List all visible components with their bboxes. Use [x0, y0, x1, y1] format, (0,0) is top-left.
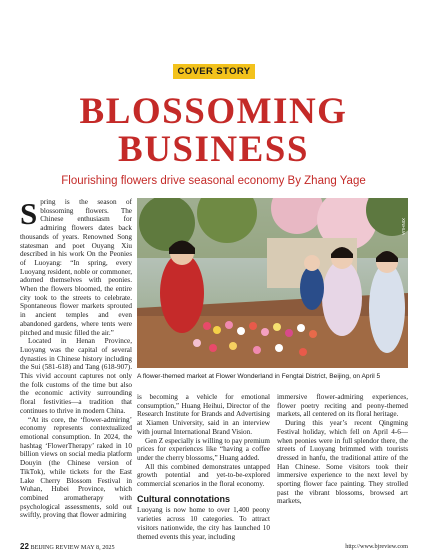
paragraph: Gen Z especially is willing to pay premium prices for experiences like “having a coffee under the cherry blossoms,” Huang added.	[137, 436, 270, 462]
paragraph: immersive flower-admiring experiences, flower poetry reciting and peony-themed markets, all centered on its floral heritage.	[277, 393, 408, 419]
paragraph	[20, 198, 132, 337]
byline: By Zhang Yage	[287, 175, 366, 187]
paragraph-text: pring is the season of blossoming flowers. The Chinese enthusiasm for admiring flowers dates back thousands of years. Renowned Song statesman and poet Ouyang Xiu described in his work On the Peonies of Luoyang: “In spring, every Luoyang resident, noble or commoner, adorned themselves with peonies. When the flowers bloomed, the entire city took to the streets to celebrate. Spontaneous flower markets sprouted in ancient temples and even abandoned gardens, where tents were pitched and music filled the air.”	[20, 198, 132, 337]
headline-line1: BLOSSOMING	[79, 91, 348, 132]
section-tag: COVER STORY	[173, 64, 255, 79]
page-footer-left	[20, 542, 115, 551]
market-photo-illustration	[137, 198, 408, 368]
page-number: 22	[20, 542, 29, 551]
subheadline-text: Flourishing flowers drive seasonal economy	[61, 175, 285, 187]
paragraph: is becoming a vehicle for emotional consumption,” Huang Heihui, Director of the Research Institute for Brands and Advertising at Xiamen University, said in an interview with journal International Brand Vision.	[137, 393, 270, 436]
photo-caption: A flower-themed market at Flower Wonderland in Fengtai District, Beijing, on April 5	[137, 373, 381, 380]
article-column-3	[277, 393, 408, 506]
headline-line2: BUSINESS	[118, 129, 309, 170]
magazine-issue: BEIJING REVIEW MAY 8, 2025	[30, 544, 115, 551]
paragraph: Located in Henan Province, Luoyang was the capital of several dynasties in Chinese history including the Sui (581-618) and Tang (618-907). This vivid account captures not only the folk customs of the time but also the economic activity surrounding floral festivities—a tradition that continues to thrive in modern China.	[20, 337, 132, 415]
article-column-2	[137, 393, 270, 541]
market-photo	[137, 198, 408, 368]
section-heading: Cultural connotations	[137, 493, 230, 504]
website-url: http://www.bjreview.com	[345, 543, 408, 550]
subheadline	[0, 175, 427, 187]
paragraph: “At its core, the ‘flower-admiring’ economy represents contextualized emotional consumption. In 2024, the hashtag ‘FlowerTherapy’ raked in 10 billion views on social media platform Douyin (the Chinese version of TikTok), while tickets for the East Lake Cherry Blossom Festival in Wuhan, Hubei Province, which combined aromatherapy with psychological assessments, sold out swiftly, proving that flower admiring	[20, 415, 132, 520]
article-column-1	[20, 198, 132, 520]
paragraph: Luoyang is now home to over 1,400 peony varieties across 10 categories. To attract visitors nationwide, the city has launched 10 themed events this year, including	[137, 506, 270, 541]
drop-cap: S	[20, 196, 38, 231]
paragraph: During this year’s recent Qingming Festival holiday, which fell on April 4-6—when peonies were in full splendor there, the streets of Luoyang brimmed with tourists dressed in hanfu, the traditional attire of the Han Chinese. Some visitors took their immersive experience to the next level by sporting flower face painting. They strolled past the vibrant blossoms, browsed art markets,	[277, 419, 408, 506]
photo-credit: XINHUA	[401, 218, 406, 236]
paragraph: All this combined demonstrates untapped growth potential and yet-to-be-explored commercial scenarios in the floral economy.	[137, 462, 270, 489]
